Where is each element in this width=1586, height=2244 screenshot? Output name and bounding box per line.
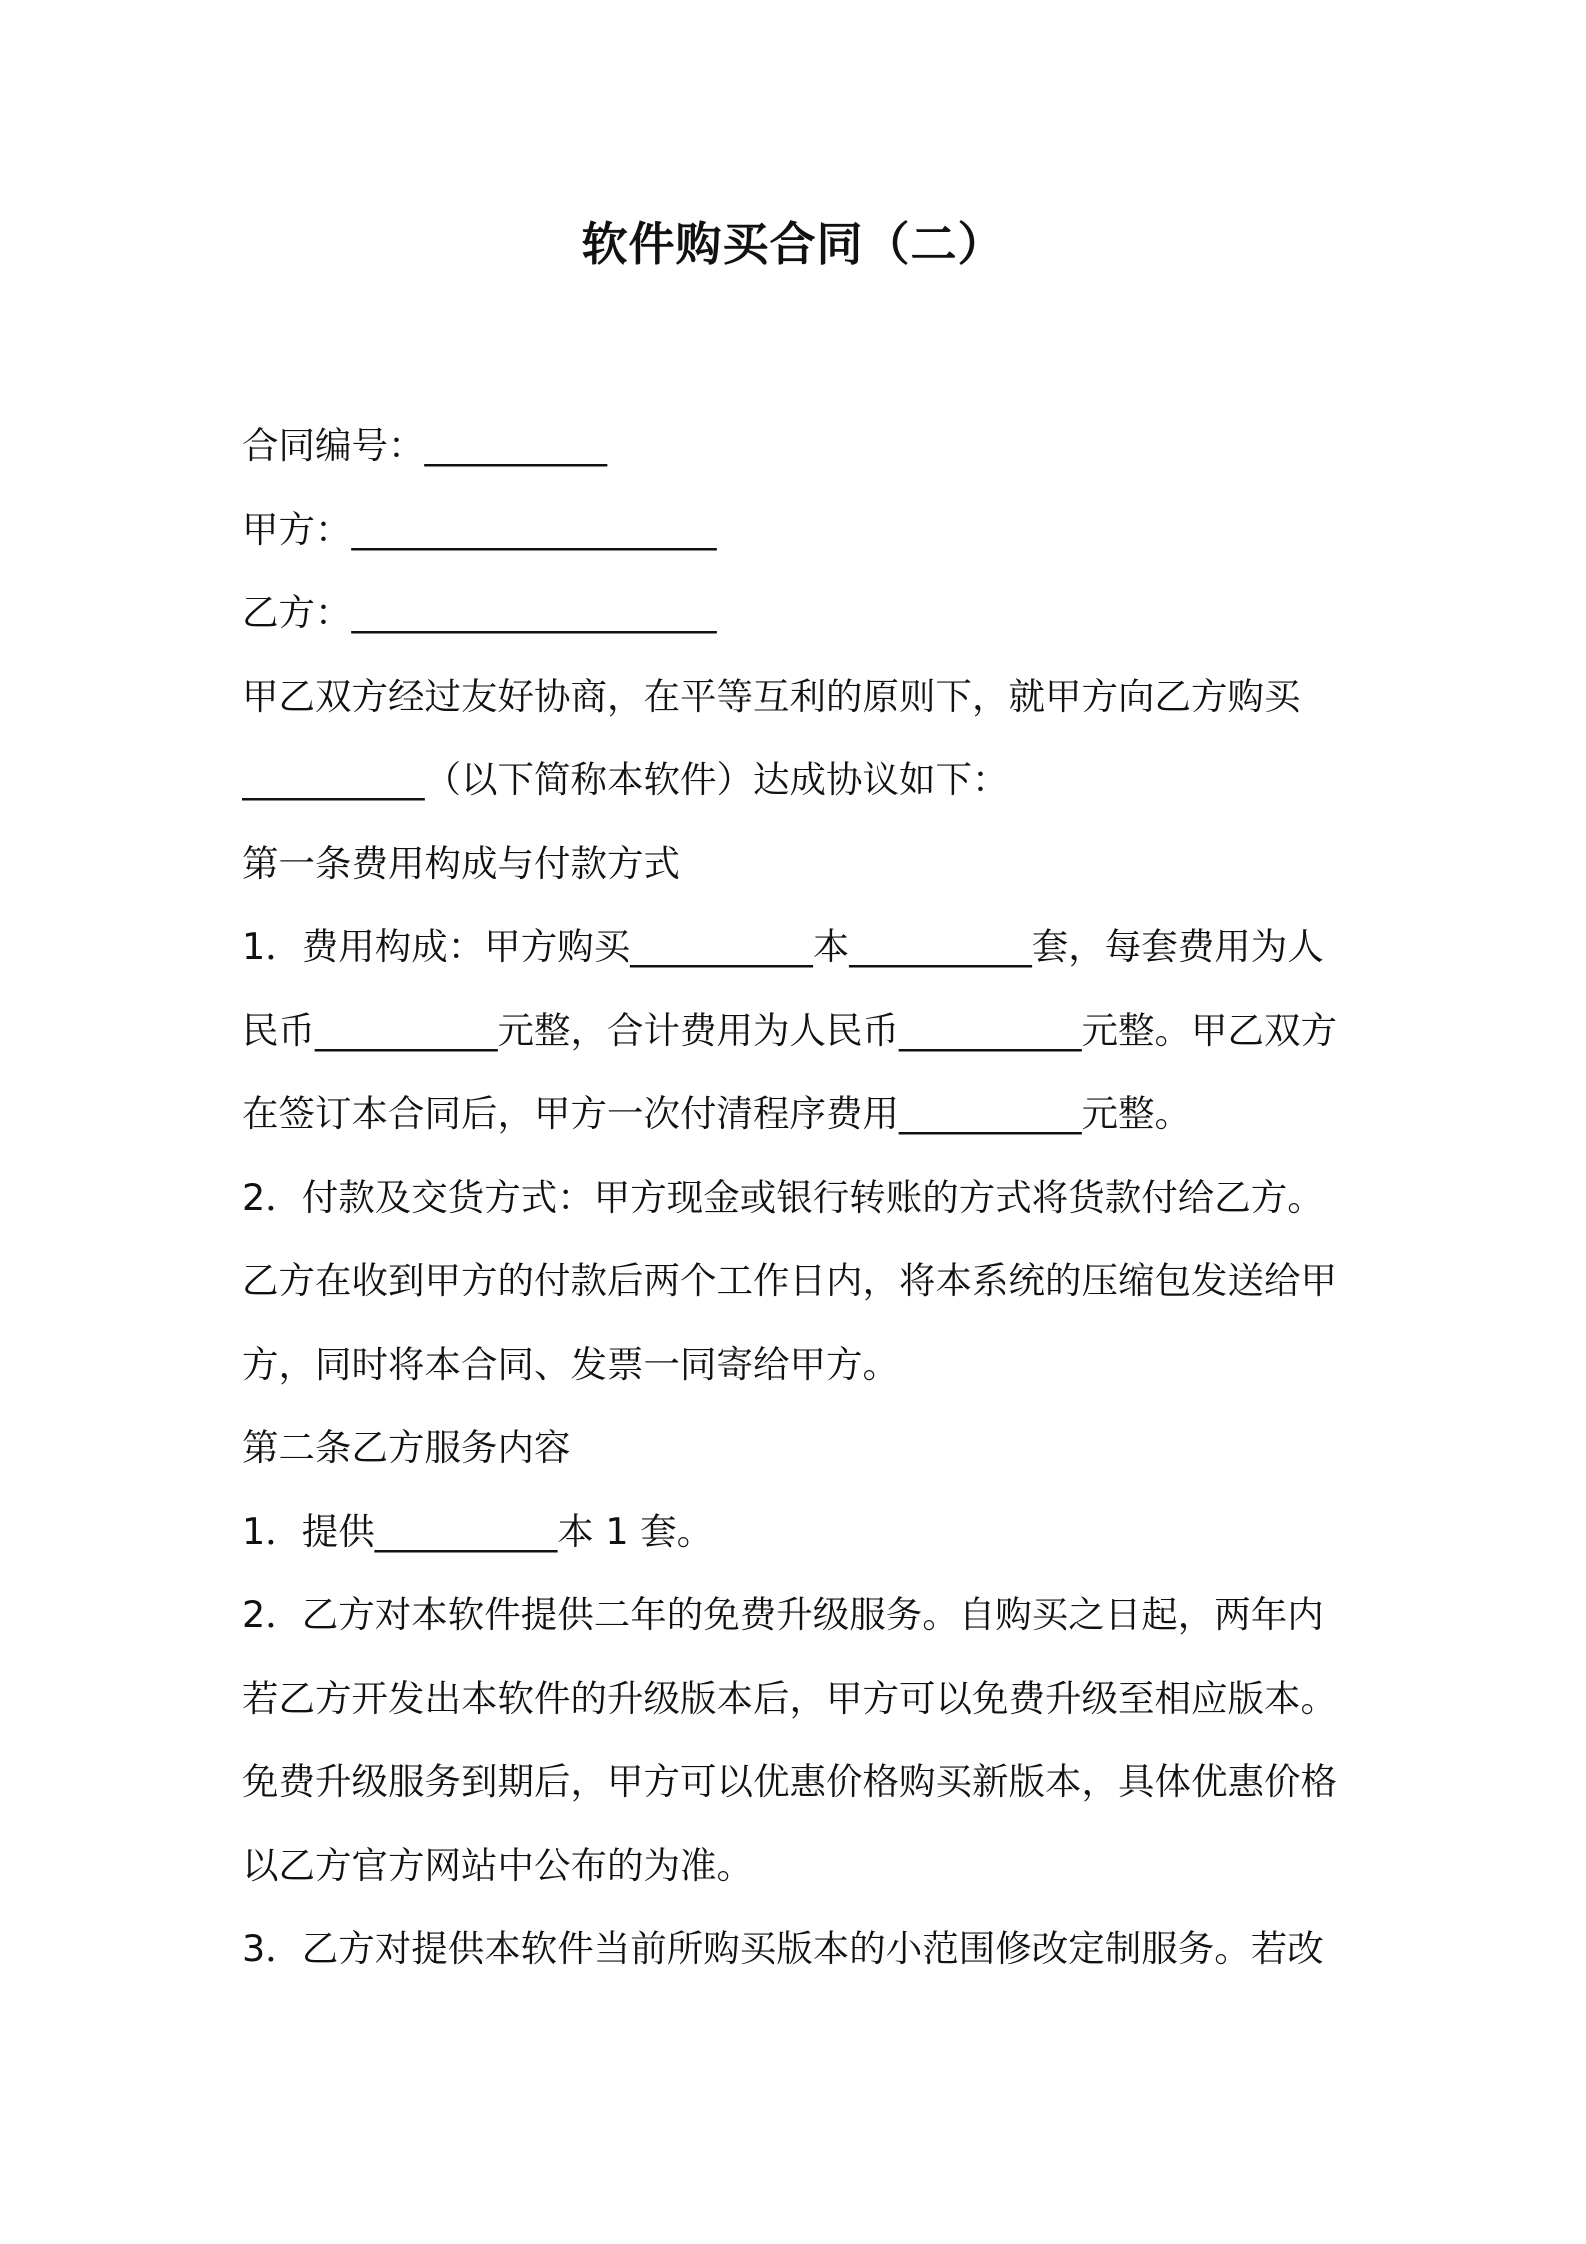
party-b-line: 乙方：____________________ [242, 591, 717, 634]
article-2-item-3-line-1: 3．乙方对提供本软件当前所购买版本的小范围修改定制服务。若改 [242, 1927, 1324, 1970]
preamble-line-1: 甲乙双方经过友好协商，在平等互利的原则下，就甲方向乙方购买 [242, 674, 1301, 718]
article-1-item-2-line-1: 2．付款及交货方式：甲方现金或银行转账的方式将货款付给乙方。 [242, 1175, 1324, 1219]
article-2-item-2-line-1: 2．乙方对本软件提供二年的免费升级服务。自购买之日起，两年内 [242, 1593, 1324, 1636]
article-1-item-1-line-3: 在签订本合同后，甲方一次付清程序费用__________元整。 [242, 1092, 1191, 1135]
document-body [242, 404, 1362, 1991]
article-1-item-2-line-2: 乙方在收到甲方的付款后两个工作日内，将本系统的压缩包发送给甲 [242, 1259, 1337, 1302]
article-2-heading: 第二条乙方服务内容 [242, 1426, 571, 1469]
article-2-item-2-line-2: 若乙方开发出本软件的升级版本后，甲方可以免费升级至相应版本。 [242, 1676, 1337, 1720]
contract-number-line: 合同编号：__________ [242, 424, 607, 467]
article-2-item-1: 1．提供__________本 1 套。 [242, 1509, 714, 1553]
article-2-item-2-line-4: 以乙方官方网站中公布的为准。 [242, 1843, 753, 1887]
article-1-item-2-line-3: 方，同时将本合同、发票一同寄给甲方。 [242, 1342, 899, 1386]
article-1-heading: 第一条费用构成与付款方式 [242, 841, 680, 885]
party-a-line: 甲方：____________________ [242, 507, 717, 551]
preamble-line-2: __________（以下简称本软件）达成协议如下： [242, 758, 1009, 801]
document-title: 软件购买合同（二） [581, 217, 1005, 271]
article-1-item-1-line-2: 民币__________元整，合计费用为人民币__________元整。甲乙双方 [242, 1008, 1337, 1052]
article-1-item-1-line-1: 1．费用构成：甲方购买__________本__________套，每套费用为人 [242, 925, 1324, 968]
article-2-item-2-line-3: 免费升级服务到期后，甲方可以优惠价格购买新版本，具体优惠价格 [242, 1760, 1337, 1803]
